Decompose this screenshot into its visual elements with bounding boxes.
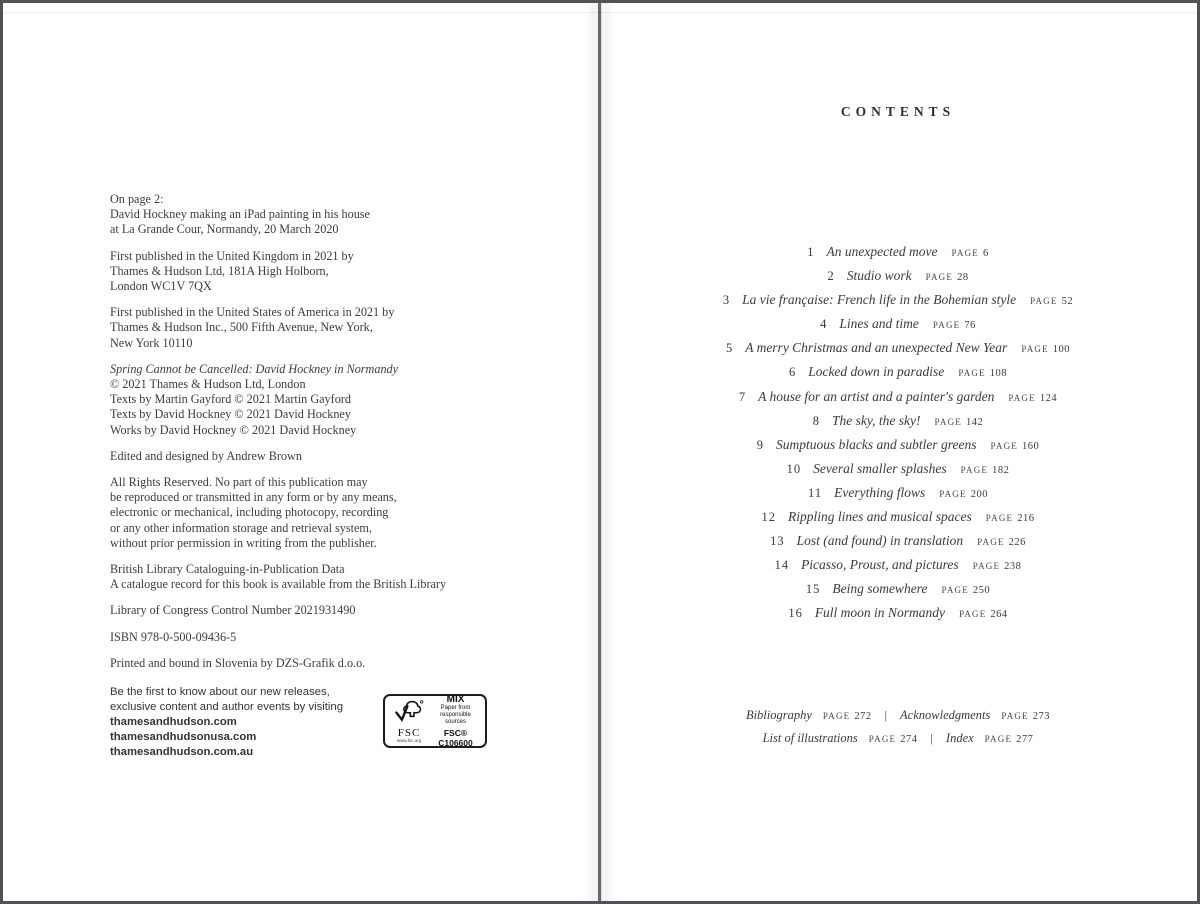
page-number: 200 <box>970 488 988 500</box>
toc-entry <box>602 312 1194 336</box>
colophon-line: David Hockney making an iPad painting in his house <box>110 207 370 222</box>
page-label: PAGE <box>977 537 1005 548</box>
backmatter-row <box>602 726 1194 749</box>
page-number: 182 <box>992 464 1010 476</box>
chapter-number: 14 <box>774 558 790 573</box>
fsc-text-column <box>429 694 485 748</box>
chapter-page-ref <box>951 243 988 260</box>
toc-entry <box>602 433 1194 457</box>
page-label: PAGE <box>1030 296 1058 307</box>
publisher-website: thamesandhudson.com <box>110 716 237 729</box>
page-label: PAGE <box>985 513 1014 524</box>
chapter-number: 12 <box>761 510 777 525</box>
backmatter-page-ref <box>985 729 1034 746</box>
colophon-line: London WC1V 7QX <box>110 279 212 294</box>
chapter-title: Locked down in paradise <box>808 364 945 380</box>
chapter-page-ref <box>934 412 983 429</box>
chapter-number: 3 <box>722 293 731 308</box>
toc-entry <box>602 601 1194 625</box>
chapter-title: Several smaller splashes <box>813 460 947 476</box>
colophon-line: Works by David Hockney © 2021 David Hockney <box>110 422 357 437</box>
fsc-desc-line2: responsible sources <box>440 712 471 725</box>
divider-bar: | <box>930 731 933 745</box>
chapter-page-ref <box>973 556 1022 573</box>
copyright-lines <box>110 377 510 438</box>
page-number: 277 <box>1016 734 1034 745</box>
chapter-title: Lost (and found) in translation <box>796 533 964 549</box>
page-label: PAGE <box>951 248 979 258</box>
colophon-line: New York 10110 <box>110 335 193 350</box>
chapter-number: 9 <box>756 437 765 452</box>
toc-entry <box>602 481 1194 505</box>
fsc-acronym: FSC <box>397 726 421 739</box>
page-number: 76 <box>964 320 976 332</box>
chapter-page-ref <box>1008 388 1057 405</box>
colophon-line: Texts by David Hockney © 2021 David Hockney <box>110 407 351 422</box>
page-label: PAGE <box>958 609 987 620</box>
page-label: PAGE <box>990 440 1018 451</box>
chapter-page-ref <box>991 436 1040 453</box>
page-number: 100 <box>1052 344 1071 356</box>
backmatter-title: Bibliography <box>745 708 812 722</box>
chapter-title: A merry Christmas and an unexpected New Year <box>745 340 1008 356</box>
lccn-paragraph <box>110 603 510 618</box>
page-label: PAGE <box>932 320 961 331</box>
chapter-number: 8 <box>812 413 821 428</box>
backmatter-page-ref <box>869 729 918 746</box>
chapter-title: A house for an artist and a painter's garden <box>758 388 995 404</box>
british-library-paragraph <box>110 562 510 592</box>
page-number: 274 <box>900 734 918 745</box>
page-label: PAGE <box>822 711 851 721</box>
chapter-title: Studio work <box>846 268 912 284</box>
contents-list <box>602 240 1194 626</box>
chapter-page-ref <box>1030 291 1073 308</box>
colophon-line: without prior permission in writing from the publisher. <box>110 535 377 550</box>
toc-entry <box>602 577 1194 601</box>
lccn-line: Library of Congress Control Number 2021931490 <box>110 603 356 618</box>
colophon-line: British Library Cataloguing-in-Publication Data <box>110 562 345 577</box>
chapter-number: 10 <box>786 461 802 476</box>
page-number: 250 <box>972 585 991 597</box>
backmatter-list <box>602 703 1194 749</box>
page-label: PAGE <box>868 734 897 744</box>
editor-paragraph <box>110 449 510 464</box>
chapter-title: La vie française: French life in the Bohemian style <box>742 292 1017 308</box>
toc-entry <box>602 553 1194 577</box>
toc-entry <box>602 336 1194 360</box>
printer-line: Printed and bound in Slovenia by DZS-Grafik d.o.o. <box>110 655 366 670</box>
chapter-title: Lines and time <box>839 316 919 332</box>
fsc-cert-code: FSC® C106600 <box>438 728 473 748</box>
toc-entry <box>602 529 1194 553</box>
chapter-title: The sky, the sky! <box>832 412 921 428</box>
backmatter-page-ref <box>823 706 872 723</box>
fsc-tree-check-icon <box>394 699 424 728</box>
colophon-line: First published in the United Kingdom in 2021 by <box>110 248 354 263</box>
chapter-number: 16 <box>788 606 803 621</box>
fsc-mix-label: MIX <box>446 694 465 705</box>
newsletter-line: Be the first to know about our new releases, <box>110 686 330 699</box>
colophon-line: All Rights Reserved. No part of this publication may <box>110 475 368 490</box>
backmatter-title: Index <box>945 731 974 745</box>
page-label: PAGE <box>939 488 967 499</box>
chapter-number: 15 <box>805 582 821 597</box>
page-number: 272 <box>854 711 872 722</box>
chapter-page-ref <box>959 604 1008 621</box>
chapter-number: 2 <box>827 269 835 284</box>
printer-paragraph <box>110 656 510 671</box>
page-number: 124 <box>1039 392 1058 404</box>
chapter-title: Everything flows <box>834 484 926 500</box>
contents-page <box>602 0 1194 904</box>
chapter-page-ref <box>933 315 976 332</box>
page-number: 28 <box>957 272 969 284</box>
colophon-line: On page 2: <box>110 192 164 206</box>
chapter-title: Rippling lines and musical spaces <box>788 509 972 525</box>
chapter-page-ref <box>926 267 969 284</box>
fsc-url: www.fsc.org <box>396 737 422 743</box>
backmatter-title: Acknowledgments <box>900 708 991 722</box>
rights-paragraph <box>110 475 510 551</box>
chapter-page-ref <box>961 460 1010 477</box>
chapter-title: Full moon in Normandy <box>814 605 945 621</box>
chapter-number: 5 <box>725 341 734 356</box>
page-label: PAGE <box>958 368 986 379</box>
toc-entry <box>602 385 1194 409</box>
publisher-website: thamesandhudson.com.au <box>110 746 254 759</box>
chapter-page-ref <box>986 508 1035 525</box>
chapter-number: 1 <box>807 245 815 259</box>
page-number: 142 <box>965 416 984 428</box>
chapter-page-ref <box>941 580 990 597</box>
colophon-line: at La Grande Cour, Normandy, 20 March 2020 <box>110 222 339 237</box>
chapter-page-ref <box>977 532 1026 549</box>
colophon-line: Thames & Hudson Ltd, 181A High Holborn, <box>110 263 329 278</box>
page-gutter-line <box>598 0 601 904</box>
divider-bar: | <box>884 708 888 722</box>
chapter-page-ref <box>939 484 988 501</box>
book-title: Spring Cannot be Cancelled: David Hockney in Normandy <box>110 361 399 376</box>
publisher-uk-paragraph <box>110 249 510 295</box>
colophon-line: be reproduced or transmitted in any form or by any means, <box>110 490 397 505</box>
colophon-line: or any other information storage and retrieval system, <box>110 520 372 535</box>
page-number: 52 <box>1061 296 1074 308</box>
colophon-page <box>110 192 510 760</box>
backmatter-title: List of illustrations <box>762 731 858 745</box>
page-label: PAGE <box>984 734 1013 744</box>
page-label: PAGE <box>1021 344 1049 355</box>
chapter-number: 13 <box>770 534 785 549</box>
page-number: 216 <box>1017 513 1035 525</box>
page-number: 238 <box>1004 561 1022 573</box>
chapter-page-ref <box>958 363 1007 380</box>
toc-entry <box>602 360 1194 384</box>
backmatter-row <box>602 703 1194 726</box>
toc-entry <box>602 505 1194 529</box>
chapter-page-ref <box>1021 339 1070 356</box>
page-label: PAGE <box>934 416 962 427</box>
chapter-title: Sumptuous blacks and subtler greens <box>776 436 977 452</box>
page-number: 160 <box>1021 440 1040 452</box>
page-number: 273 <box>1032 711 1051 722</box>
caption-paragraph <box>110 192 510 238</box>
publisher-us-paragraph <box>110 305 510 351</box>
isbn-line: ISBN 978-0-500-09436-5 <box>110 629 237 644</box>
chapter-number: 7 <box>738 389 747 404</box>
colophon-line: electronic or mechanical, including photocopy, recording <box>110 505 389 520</box>
newsletter-line: exclusive content and author events by visiting <box>110 701 343 714</box>
page-number: 108 <box>989 368 1008 380</box>
fsc-desc-line1: Paper from <box>440 705 471 711</box>
toc-entry <box>602 240 1194 264</box>
colophon-line: A catalogue record for this book is available from the British Library <box>110 577 447 592</box>
backmatter-page-ref <box>1001 706 1050 723</box>
colophon-line: First published in the United States of America in 2021 by <box>110 305 395 320</box>
colophon-line: Texts by Martin Gayford © 2021 Martin Gayford <box>110 392 351 407</box>
page-label: PAGE <box>1008 392 1036 403</box>
page-label: PAGE <box>925 272 954 283</box>
page-label: PAGE <box>1001 711 1029 721</box>
page-number: 6 <box>982 248 989 259</box>
toc-entry <box>602 409 1194 433</box>
toc-entry <box>602 264 1194 288</box>
copyright-paragraph <box>110 362 510 438</box>
isbn-paragraph <box>110 630 510 645</box>
colophon-line: Thames & Hudson Inc., 500 Fifth Avenue, New York, <box>110 320 373 335</box>
contents-heading: CONTENTS <box>840 104 956 119</box>
chapter-title: Being somewhere <box>832 581 928 597</box>
page-label: PAGE <box>960 464 989 475</box>
page-label: PAGE <box>941 585 969 596</box>
chapter-number: 11 <box>808 485 823 500</box>
toc-entry <box>602 288 1194 312</box>
toc-entry <box>602 457 1194 481</box>
colophon-line: Edited and designed by Andrew Brown <box>110 448 302 463</box>
chapter-number: 4 <box>820 317 828 332</box>
page-number: 264 <box>990 609 1008 621</box>
publisher-website: thamesandhudsonusa.com <box>110 731 257 744</box>
fsc-certification-label <box>383 694 487 748</box>
chapter-number: 6 <box>788 365 797 380</box>
colophon-line: © 2021 Thames & Hudson Ltd, London <box>110 377 306 392</box>
page-label: PAGE <box>972 561 1001 572</box>
chapter-title: An unexpected move <box>826 244 938 259</box>
fsc-logo-column <box>385 699 429 744</box>
page-number: 226 <box>1008 537 1026 549</box>
chapter-title: Picasso, Proust, and pictures <box>801 557 959 573</box>
